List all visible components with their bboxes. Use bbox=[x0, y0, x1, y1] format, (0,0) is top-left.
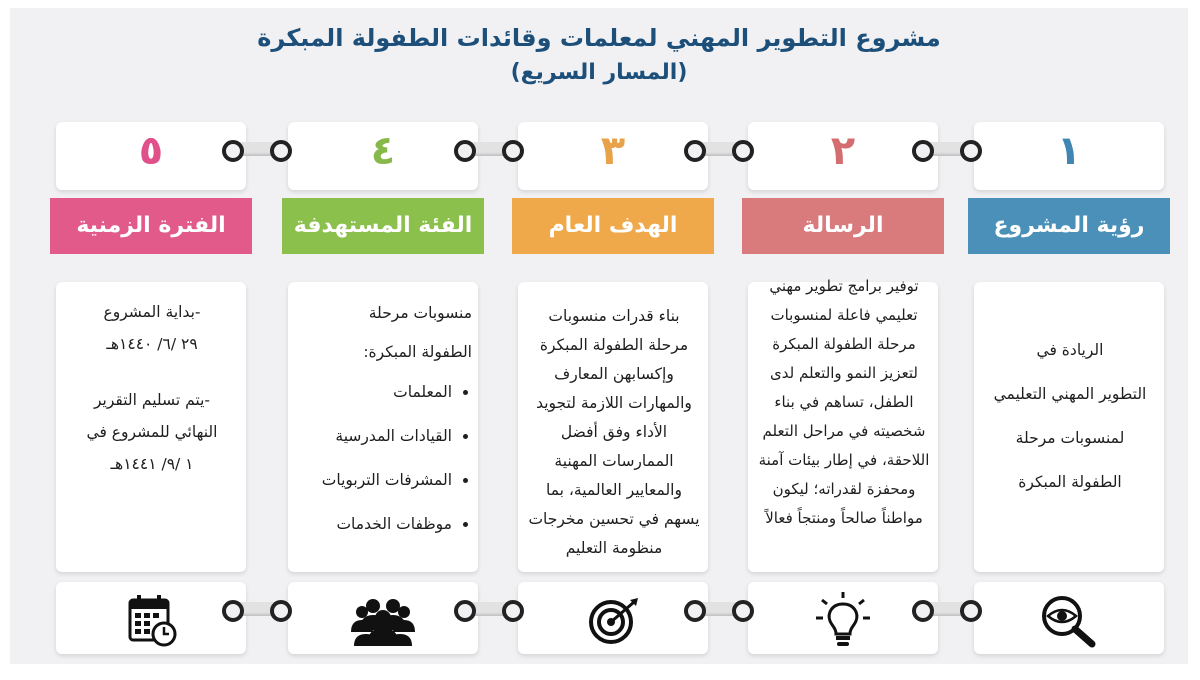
card-number: ١ bbox=[1056, 128, 1082, 174]
card-heading: الفترة الزمنية bbox=[50, 198, 252, 254]
people-group-icon bbox=[348, 590, 418, 650]
card-number: ٥ bbox=[138, 128, 164, 174]
eye-magnifier-icon bbox=[1034, 590, 1104, 650]
chain-connector bbox=[222, 596, 292, 624]
card-heading: رؤية المشروع bbox=[968, 198, 1170, 254]
body-line: التطوير المهني التعليمي bbox=[993, 385, 1147, 403]
card-number: ٤ bbox=[370, 128, 396, 174]
body-line bbox=[64, 360, 240, 384]
page-title: مشروع التطوير المهني لمعلمات وقائدات الطفولة المبكرة bbox=[257, 24, 941, 52]
body-line: -بداية المشروع bbox=[103, 303, 201, 321]
card-body bbox=[296, 292, 472, 546]
body-line: ٢٩ /٦/ ١٤٤٠هـ bbox=[106, 335, 198, 353]
list-item: • القيادات المدرسية bbox=[296, 414, 452, 458]
chain-connector bbox=[454, 596, 524, 624]
list-item: • موظفات الخدمات bbox=[296, 502, 452, 546]
chain-connector bbox=[684, 596, 754, 624]
body-line: الريادة في bbox=[1036, 341, 1104, 359]
chain-connector bbox=[222, 136, 292, 164]
card-general-goal bbox=[512, 106, 714, 658]
card-heading: الرسالة bbox=[742, 198, 944, 254]
body-line: -يتم تسليم التقرير bbox=[94, 391, 210, 409]
list-item: • المشرفات التربويات bbox=[296, 458, 452, 502]
infographic-frame bbox=[10, 8, 1188, 664]
card-number: ٣ bbox=[600, 128, 626, 174]
card-body bbox=[64, 296, 240, 480]
body-line: منسوبات مرحلة bbox=[368, 304, 472, 322]
card-timeframe bbox=[50, 106, 252, 658]
card-body: بناء قدرات منسوبات مرحلة الطفولة المبكرة وإكسابهن المعارف والمهارات اللازمة لتجويد الأداء وفق أفضل الممارسات المهنية والمعايير العالمية، بما يسهم في تحسين مخرجات منظومة التعليم bbox=[528, 307, 700, 557]
card-body: توفير برامج تطوير مهني تعليمي فاعلة لمنسوبات مرحلة الطفولة المبكرة لتعزيز النمو والتعلم لدى الطفل، تساهم في بناء شخصيته في مراحل التعلم اللاحقة، في إطار بيئات آمنة ومحفزة لقدراته؛ ليكون مواطناً صالحاً ومنتجاً فعالاً bbox=[758, 277, 930, 527]
card-heading: الفئة المستهدفة bbox=[282, 198, 484, 254]
chain-connector bbox=[912, 136, 982, 164]
body-line: النهائي للمشروع في bbox=[86, 423, 218, 441]
page-subtitle: (المسار السريع) bbox=[510, 60, 688, 85]
body-line: ١ /٩/ ١٤٤١هـ bbox=[110, 455, 194, 473]
card-body bbox=[982, 328, 1158, 504]
card-vision bbox=[968, 106, 1170, 658]
body-line: لمنسوبات مرحلة bbox=[1015, 429, 1125, 447]
target-icon bbox=[578, 590, 648, 650]
list-item: • المعلمات bbox=[296, 370, 452, 414]
target-list bbox=[296, 370, 472, 546]
card-mission bbox=[742, 106, 944, 658]
calendar-clock-icon bbox=[116, 590, 186, 650]
chain-connector bbox=[912, 596, 982, 624]
card-number: ٢ bbox=[830, 128, 856, 174]
lightbulb-icon bbox=[808, 590, 878, 650]
body-line: الطفولة المبكرة bbox=[1018, 473, 1122, 491]
card-target-group bbox=[282, 106, 484, 658]
chain-connector bbox=[684, 136, 754, 164]
body-line: الطفولة المبكرة: bbox=[363, 343, 472, 361]
card-heading: الهدف العام bbox=[512, 198, 714, 254]
chain-connector bbox=[454, 136, 524, 164]
